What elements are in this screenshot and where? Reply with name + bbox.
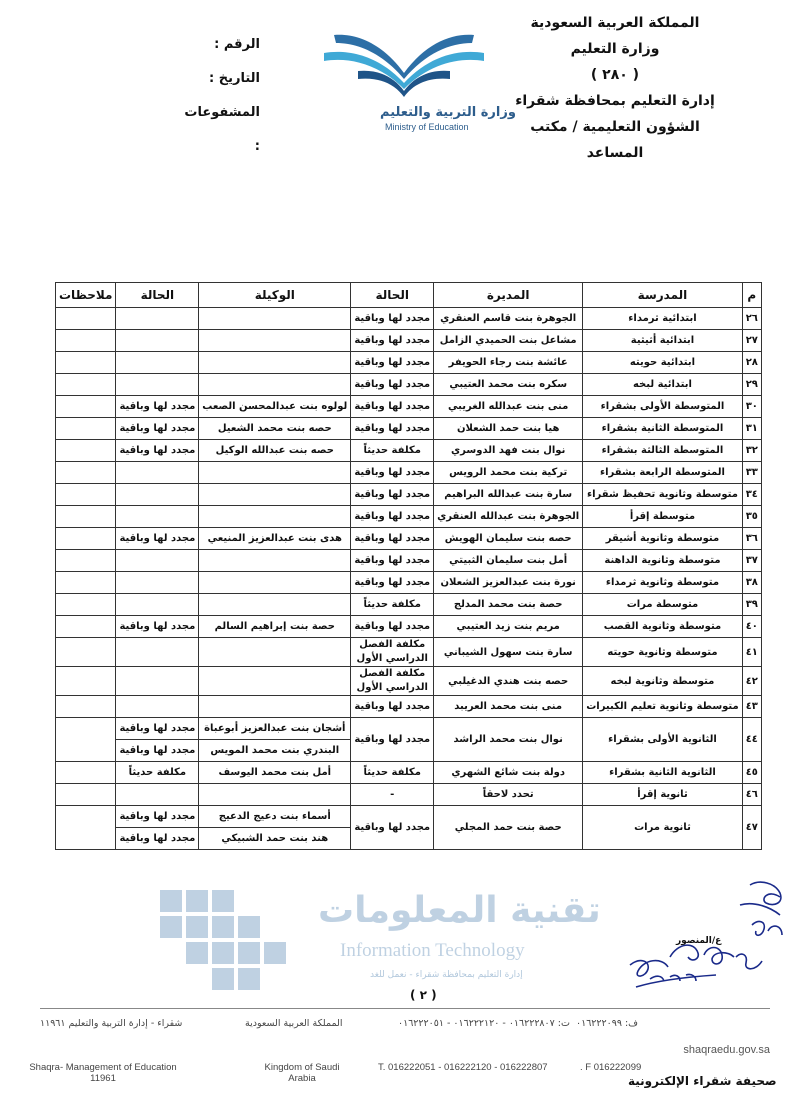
vice-name	[199, 330, 351, 352]
vice-status: مجدد لها وباقية	[116, 718, 199, 740]
table-row	[56, 718, 762, 740]
table-row	[56, 762, 762, 784]
director-status: مجدد لها وباقية	[351, 308, 434, 330]
row-number: ٣٤	[742, 484, 761, 506]
row-number: ٢٨	[742, 352, 761, 374]
vice-status	[116, 484, 199, 506]
logo-text-english: Ministry of Education	[385, 122, 469, 132]
footer-address-arabic: شقراء - إدارة التربية والتعليم ١١٩٦١	[40, 1018, 183, 1029]
vice-name: لولوه بنت عبدالمحسن الصعب	[199, 396, 351, 418]
vice-name: حصه بنت محمد الشعيل	[199, 418, 351, 440]
vice-status	[116, 550, 199, 572]
school-name: متوسطة وثانوية أشيقر	[583, 528, 742, 550]
school-name: متوسطة إقرأ	[583, 506, 742, 528]
director-status: مكلفة حديثاً	[351, 594, 434, 616]
vice-status	[116, 638, 199, 667]
footer-kingdom-arabic: المملكة العربية السعودية	[245, 1018, 343, 1029]
col-header-notes: ملاحظات	[56, 283, 116, 308]
vice-name: حصة بنت إبراهيم السالم	[199, 616, 351, 638]
date-label: التاريخ :	[209, 71, 260, 86]
director-name: الجوهرة بنت عبدالله العنقري	[434, 506, 583, 528]
footer-phones-arabic: ت: ٠١٦٢٢٢٨٠٧ - ٠١٦٢٢٢١٢٠ - ٠١٦٢٢٢٠٥١	[398, 1018, 570, 1029]
director-status: مكلفة الفصل الدراسي الأول	[351, 667, 434, 696]
director-name: منى بنت محمد العريبد	[434, 696, 583, 718]
notes-cell	[56, 528, 116, 550]
table-row	[56, 528, 762, 550]
director-name: سارة بنت عبدالله البراهيم	[434, 484, 583, 506]
newspaper-brand: صحيفة شقراء الإلكترونية	[628, 1074, 777, 1088]
vice-status	[116, 374, 199, 396]
signer-label: ع/المنصور	[676, 936, 722, 946]
vice-name: أشجان بنت عبدالعزيز أبوعباة	[199, 718, 351, 740]
director-status: مجدد لها وباقية	[351, 330, 434, 352]
footer-fax-arabic: ف: ٠١٦٢٢٢٠٩٩	[576, 1018, 639, 1029]
school-name: ابتدائية ثرمداء	[583, 308, 742, 330]
director-name: الجوهرة بنت قاسم العنقري	[434, 308, 583, 330]
school-name: ابتدائية أثيثية	[583, 330, 742, 352]
vice-name: هند بنت حمد الشبيكي	[199, 828, 351, 850]
notes-cell	[56, 696, 116, 718]
table-row	[56, 506, 762, 528]
row-number: ٢٩	[742, 374, 761, 396]
school-name: المتوسطة الأولى بشقراء	[583, 396, 742, 418]
vice-name	[199, 550, 351, 572]
col-header-number: م	[742, 283, 761, 308]
school-name: ثانوية إقرأ	[583, 784, 742, 806]
notes-cell	[56, 762, 116, 784]
row-number: ٤٠	[742, 616, 761, 638]
notes-cell	[56, 718, 116, 762]
vice-status: مجدد لها وباقية	[116, 740, 199, 762]
director-status: مجدد لها وباقية	[351, 528, 434, 550]
vice-status	[116, 330, 199, 352]
notes-cell	[56, 806, 116, 850]
notes-cell	[56, 616, 116, 638]
watermark-text-english: Information Technology	[340, 940, 525, 961]
vice-name	[199, 506, 351, 528]
school-name: متوسطة وثانوية القصب	[583, 616, 742, 638]
vice-name: حصه بنت عبدالله الوكيل	[199, 440, 351, 462]
director-status: مجدد لها وباقية	[351, 462, 434, 484]
director-name: نورة بنت عبدالعزيز الشعلان	[434, 572, 583, 594]
kingdom-title: المملكة العربية السعودية	[530, 15, 700, 31]
vice-status: مجدد لها وباقية	[116, 806, 199, 828]
notes-cell	[56, 418, 116, 440]
director-status: مجدد لها وباقية	[351, 718, 434, 762]
school-name: ابتدائية حويته	[583, 352, 742, 374]
vice-name: أسماء بنت دعيج الدعيج	[199, 806, 351, 828]
director-name: حصة بنت حمد المجلي	[434, 806, 583, 850]
vice-name	[199, 667, 351, 696]
notes-cell	[56, 308, 116, 330]
logo-text-arabic: وزارة التربية والتعليم	[380, 105, 516, 120]
footer-kingdom-english: Kingdom of Saudi Arabia	[264, 1062, 340, 1084]
director-status: مكلفة حديثاً	[351, 440, 434, 462]
school-name: الثانوية الثانية بشقراء	[583, 762, 742, 784]
row-number: ٤٥	[742, 762, 761, 784]
department-title: إدارة التعليم بمحافظة شقراء	[515, 93, 715, 109]
row-number: ٤٢	[742, 667, 761, 696]
document-code: ( ٢٨٠ )	[590, 67, 640, 83]
director-name: سكره بنت محمد العتيبي	[434, 374, 583, 396]
notes-cell	[56, 784, 116, 806]
row-number: ٣٨	[742, 572, 761, 594]
school-name: المتوسطة الثانية بشقراء	[583, 418, 742, 440]
row-number: ٣٠	[742, 396, 761, 418]
row-number: ٢٧	[742, 330, 761, 352]
director-name: حصه بنت سليمان الهويش	[434, 528, 583, 550]
table-row	[56, 308, 762, 330]
director-name: حصة بنت محمد المدلج	[434, 594, 583, 616]
notes-cell	[56, 667, 116, 696]
table-row	[56, 440, 762, 462]
attachments-label: المشفوعات :	[184, 105, 260, 154]
table-row	[56, 352, 762, 374]
director-name: أمل بنت سليمان الثبيتي	[434, 550, 583, 572]
director-name: عائشة بنت رجاء الحويفر	[434, 352, 583, 374]
notes-cell	[56, 396, 116, 418]
footer-fax-english: . F 016222099	[580, 1062, 642, 1073]
office-title: الشؤون التعليمية / مكتب المساعد	[530, 119, 700, 161]
director-name: منى بنت عبدالله الغريبي	[434, 396, 583, 418]
row-number: ٤٤	[742, 718, 761, 762]
table-row	[56, 550, 762, 572]
col-header-vice: الوكيلة	[199, 283, 351, 308]
vice-name	[199, 374, 351, 396]
director-name: سارة بنت سهول الشيباني	[434, 638, 583, 667]
row-number: ٢٦	[742, 308, 761, 330]
vice-status	[116, 462, 199, 484]
vice-status: مجدد لها وباقية	[116, 528, 199, 550]
vice-status: مجدد لها وباقية	[116, 418, 199, 440]
vice-status: مجدد لها وباقية	[116, 828, 199, 850]
school-name: متوسطة مرات	[583, 594, 742, 616]
page-number: ( ٢ )	[410, 988, 437, 1002]
school-name: متوسطة وثانوية ثرمداء	[583, 572, 742, 594]
director-status: مجدد لها وباقية	[351, 374, 434, 396]
director-name: نوال بنت فهد الدوسري	[434, 440, 583, 462]
table-row	[56, 806, 762, 828]
director-status: مجدد لها وباقية	[351, 484, 434, 506]
director-status: مجدد لها وباقية	[351, 506, 434, 528]
school-name: ثانوية مرات	[583, 806, 742, 850]
table-header-row	[56, 283, 762, 308]
notes-cell	[56, 594, 116, 616]
director-name: دولة بنت شائع الشهري	[434, 762, 583, 784]
watermark-text-arabic: تقنية المعلومات	[318, 890, 601, 931]
school-name: متوسطة وثانوية الداهنة	[583, 550, 742, 572]
vice-status: مجدد لها وباقية	[116, 440, 199, 462]
vice-name	[199, 572, 351, 594]
director-name: مريم بنت زيد العتيبي	[434, 616, 583, 638]
table-row	[56, 462, 762, 484]
watermark-subtitle: إدارة التعليم بمحافظة شقراء - نعمل للغد	[370, 970, 523, 980]
school-name: متوسطة وثانوية تحفيظ شقراء	[583, 484, 742, 506]
vice-name: أمل بنت محمد اليوسف	[199, 762, 351, 784]
vice-status	[116, 667, 199, 696]
row-number: ٣٢	[742, 440, 761, 462]
director-status: مجدد لها وباقية	[351, 352, 434, 374]
director-name: تحدد لاحقاً	[434, 784, 583, 806]
school-name: المتوسطة الثالثة بشقراء	[583, 440, 742, 462]
notes-cell	[56, 462, 116, 484]
vice-status	[116, 572, 199, 594]
vice-status	[116, 784, 199, 806]
vice-status	[116, 506, 199, 528]
notes-cell	[56, 550, 116, 572]
vice-name	[199, 696, 351, 718]
notes-cell	[56, 506, 116, 528]
vice-status	[116, 308, 199, 330]
director-name: تركية بنت محمد الرويس	[434, 462, 583, 484]
director-status: -	[351, 784, 434, 806]
col-header-director: المديرة	[434, 283, 583, 308]
director-name: حصه بنت هندي الدغيلبي	[434, 667, 583, 696]
school-name: متوسطة وثانوية تعليم الكبيرات	[583, 696, 742, 718]
table-row	[56, 484, 762, 506]
row-number: ٣٣	[742, 462, 761, 484]
notes-cell	[56, 330, 116, 352]
row-number: ٤٣	[742, 696, 761, 718]
director-name: نوال بنت محمد الراشد	[434, 718, 583, 762]
director-name: هيا بنت حمد الشعلان	[434, 418, 583, 440]
footer-phones-english: T. 016222051 - 016222120 - 016222807	[378, 1062, 548, 1073]
notes-cell	[56, 638, 116, 667]
table-row	[56, 594, 762, 616]
row-number: ٤٦	[742, 784, 761, 806]
table-row	[56, 396, 762, 418]
col-header-vice-status: الحالة	[116, 283, 199, 308]
row-number: ٣٥	[742, 506, 761, 528]
vice-status: مجدد لها وباقية	[116, 396, 199, 418]
notes-cell	[56, 352, 116, 374]
director-status: مكلفة حديثاً	[351, 762, 434, 784]
director-status: مجدد لها وباقية	[351, 616, 434, 638]
vice-status	[116, 352, 199, 374]
table-row	[56, 667, 762, 696]
letterhead-right	[500, 10, 730, 166]
row-number: ٣٩	[742, 594, 761, 616]
row-number: ٤٧	[742, 806, 761, 850]
footer-address-english: Shaqra- Management of Education 11961	[29, 1062, 177, 1084]
table-row	[56, 784, 762, 806]
schools-table	[55, 282, 762, 850]
director-status: مجدد لها وباقية	[351, 418, 434, 440]
footer-divider	[40, 1008, 770, 1009]
vice-name	[199, 784, 351, 806]
row-number: ٣١	[742, 418, 761, 440]
table-row	[56, 572, 762, 594]
row-number: ٣٧	[742, 550, 761, 572]
director-status: مجدد لها وباقية	[351, 396, 434, 418]
director-status: مجدد لها وباقية	[351, 696, 434, 718]
table-row	[56, 616, 762, 638]
notes-cell	[56, 440, 116, 462]
table-row	[56, 638, 762, 667]
table-row	[56, 330, 762, 352]
vice-name	[199, 308, 351, 330]
director-status: مكلفة الفصل الدراسي الأول	[351, 638, 434, 667]
director-status: مجدد لها وباقية	[351, 550, 434, 572]
col-header-school: المدرسة	[583, 283, 742, 308]
vice-status: مكلفة حديثاً	[116, 762, 199, 784]
director-name: مشاعل بنت الحميدي الزامل	[434, 330, 583, 352]
director-status: مجدد لها وباقية	[351, 806, 434, 850]
vice-name	[199, 594, 351, 616]
vice-name: هدى بنت عبدالعزيز المنيعي	[199, 528, 351, 550]
table-row	[56, 374, 762, 396]
table-row	[56, 696, 762, 718]
footer-website: shaqraedu.gov.sa	[683, 1044, 770, 1056]
col-header-status: الحالة	[351, 283, 434, 308]
school-name: الثانوية الأولى بشقراء	[583, 718, 742, 762]
row-number: ٤١	[742, 638, 761, 667]
table-row	[56, 418, 762, 440]
school-name: متوسطة وثانوية لبخه	[583, 667, 742, 696]
notes-cell	[56, 484, 116, 506]
vice-name: البندري بنت محمد المويس	[199, 740, 351, 762]
vice-name	[199, 462, 351, 484]
vice-status	[116, 594, 199, 616]
row-number: ٣٦	[742, 528, 761, 550]
notes-cell	[56, 572, 116, 594]
table-body	[56, 308, 762, 850]
school-name: متوسطة وثانوية حويته	[583, 638, 742, 667]
school-name: المتوسطة الرابعة بشقراء	[583, 462, 742, 484]
ref-number-label: الرقم :	[214, 37, 260, 52]
ministry-title: وزارة التعليم	[570, 41, 660, 57]
vice-name	[199, 484, 351, 506]
vice-name	[199, 352, 351, 374]
vice-status: مجدد لها وباقية	[116, 616, 199, 638]
notes-cell	[56, 374, 116, 396]
letterhead-left	[180, 28, 260, 164]
vice-status	[116, 696, 199, 718]
school-name: ابتدائية لبخه	[583, 374, 742, 396]
vice-name	[199, 638, 351, 667]
handwritten-signature-icon	[620, 865, 790, 1000]
director-status: مجدد لها وباقية	[351, 572, 434, 594]
